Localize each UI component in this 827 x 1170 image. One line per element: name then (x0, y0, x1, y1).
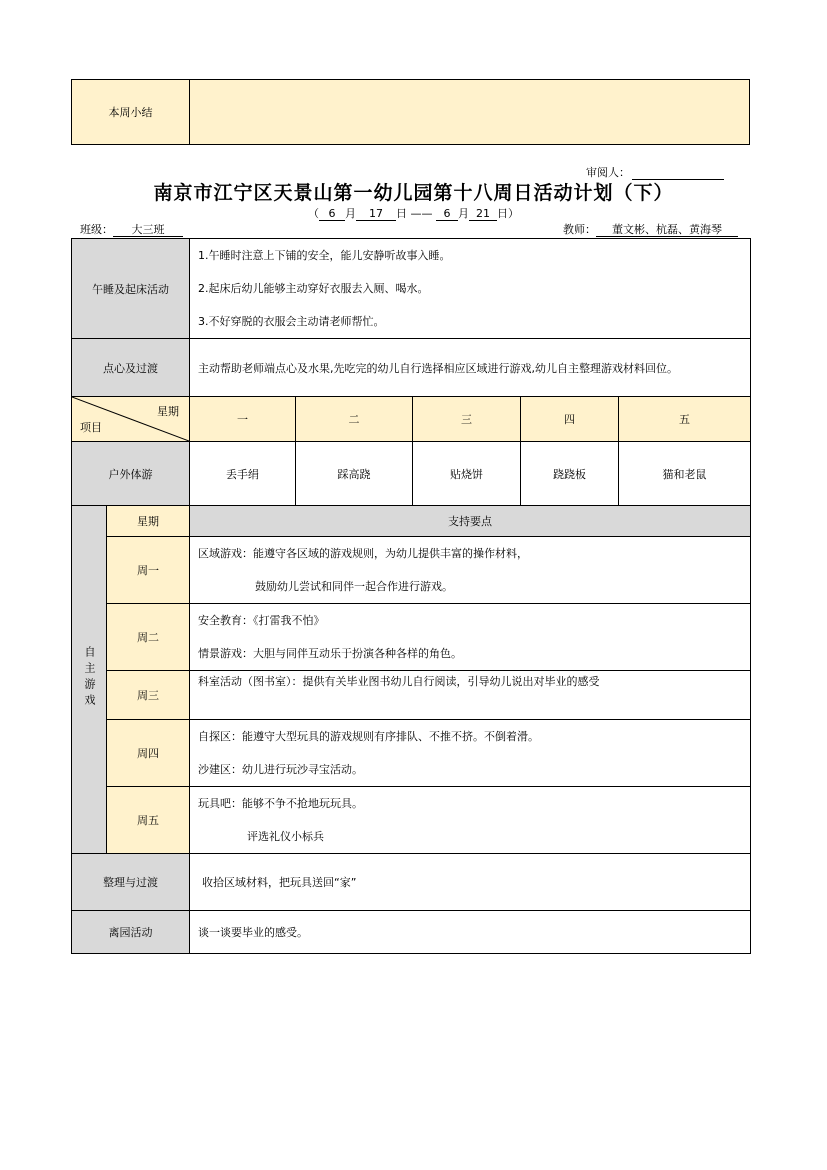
page-title: 南京市江宁区天景山第一幼儿园第十八周日活动计划（下） (153, 182, 674, 204)
class-value: 大三班 (113, 224, 183, 237)
outdoor-activity: 猫和老鼠 (619, 442, 751, 506)
activity-plan-table (71, 238, 751, 954)
date-range (0, 205, 827, 221)
free-play-day: 周四 (107, 720, 190, 787)
tidy-row (72, 854, 751, 911)
point-line: 情景游戏：大胆与同伴互动乐于扮演各种各样的角色。 (198, 647, 462, 660)
summary-row (72, 80, 750, 145)
free-play-points (190, 671, 751, 720)
point-line: 区域游戏：能遵守各区域的游戏规则，为幼儿提供丰富的操作材料， (198, 547, 528, 560)
nap-item: 3.不好穿脱的衣服会主动请老师帮忙。 (198, 315, 385, 328)
free-play-row (72, 537, 751, 604)
month-char: 月 (458, 207, 469, 220)
nap-item: 1.午睡时注意上下铺的安全，能儿安静听故事入睡。 (198, 249, 451, 262)
week-header-row (72, 397, 751, 442)
nap-content (190, 239, 751, 339)
tidy-content: 收拾区域材料，把玩具送回“家” (190, 854, 751, 911)
summary-label: 本周小结 (72, 80, 190, 145)
free-play-points (190, 787, 751, 854)
start-month: 6 (319, 208, 345, 221)
free-play-points (190, 604, 751, 671)
day-char: 日 (396, 207, 407, 220)
leave-row (72, 911, 751, 954)
free-play-row (72, 604, 751, 671)
point-line: 安全教育：《打雷我不怕》 (198, 614, 325, 627)
free-play-points-header: 支持要点 (190, 506, 751, 537)
free-play-row (72, 671, 751, 720)
teacher-field (563, 221, 738, 237)
point-line: 鼓励幼儿尝试和同伴一起合作进行游戏。 (255, 580, 453, 593)
free-play-label: 自主游戏 (83, 646, 96, 710)
nap-row (72, 239, 751, 339)
point-line: 科室活动（图书室）：提供有关毕业图书幼儿自行阅读，引导幼儿说出对毕业的感受 (198, 675, 600, 688)
free-play-header-row (72, 506, 751, 537)
free-play-points (190, 720, 751, 787)
free-play-day-header: 星期 (107, 506, 190, 537)
diagonal-header-cell (72, 397, 190, 442)
free-play-row (72, 787, 751, 854)
weekday-header: 三 (413, 397, 521, 442)
corner-item-label: 项目 (80, 421, 102, 434)
free-play-day: 周二 (107, 604, 190, 671)
outdoor-label: 户外体游 (72, 442, 190, 506)
point-line: 玩具吧：能够不争不抢地玩玩具。 (198, 797, 363, 810)
point-line: 评选礼仪小标兵 (247, 830, 324, 843)
date-close-paren: ） (508, 207, 519, 220)
end-month: 6 (436, 208, 458, 221)
corner-weekday-label: 星期 (157, 405, 179, 418)
weekday-header: 二 (296, 397, 413, 442)
date-dash: —— (410, 207, 433, 220)
date-open-paren: （ (308, 207, 319, 220)
summary-content[interactable] (190, 80, 750, 145)
weekday-header: 四 (521, 397, 619, 442)
day-char: 日 (497, 207, 508, 220)
class-label: 班级： (80, 223, 113, 236)
outdoor-row (72, 442, 751, 506)
outdoor-activity: 丢手绢 (190, 442, 296, 506)
teacher-value: 董文彬、杭磊、黄海琴 (596, 224, 738, 237)
nap-label: 午睡及起床活动 (72, 239, 190, 339)
month-char: 月 (345, 207, 356, 220)
free-play-points (190, 537, 751, 604)
class-field (80, 221, 183, 237)
snack-label: 点心及过渡 (72, 339, 190, 397)
point-line: 自探区：能遵守大型玩具的游戏规则有序排队、不推不挤。不倒着滑。 (198, 730, 539, 743)
free-play-row (72, 720, 751, 787)
point-line: 沙建区：幼儿进行玩沙寻宝活动。 (198, 763, 363, 776)
outdoor-activity: 贴烧饼 (413, 442, 521, 506)
free-play-label-cell (72, 506, 107, 854)
nap-item: 2.起床后幼儿能够主动穿好衣服去入厕、喝水。 (198, 282, 429, 295)
leave-label: 离园活动 (72, 911, 190, 954)
teacher-label: 教师： (563, 223, 596, 236)
leave-content: 谈一谈要毕业的感受。 (190, 911, 751, 954)
outdoor-activity: 跷跷板 (521, 442, 619, 506)
weekly-summary-table (71, 79, 750, 145)
tidy-label: 整理与过渡 (72, 854, 190, 911)
start-day: 17 (356, 208, 396, 221)
reviewer-label: 审阅人： (586, 166, 630, 179)
snack-row (72, 339, 751, 397)
snack-content: 主动帮助老师端点心及水果,先吃完的幼儿自行选择相应区域进行游戏,幼儿自主整理游戏材料回位。 (190, 339, 751, 397)
free-play-day: 周一 (107, 537, 190, 604)
free-play-day: 周三 (107, 671, 190, 720)
free-play-day: 周五 (107, 787, 190, 854)
end-day: 21 (469, 208, 497, 221)
outdoor-activity: 踩高跷 (296, 442, 413, 506)
weekday-header: 五 (619, 397, 751, 442)
weekday-header: 一 (190, 397, 296, 442)
